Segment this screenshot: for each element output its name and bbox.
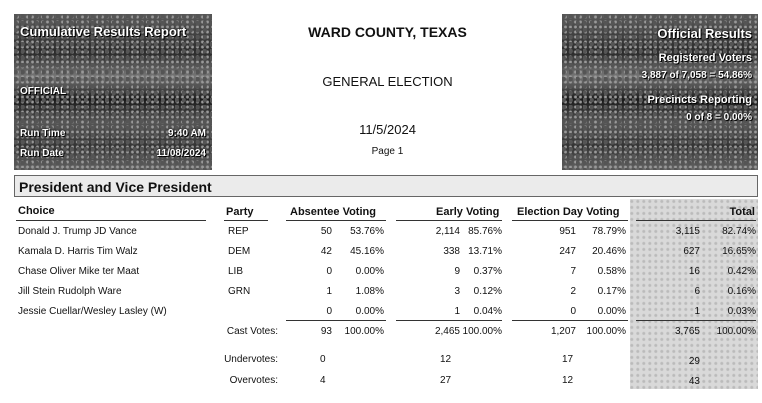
election-date: 11/5/2024 (359, 122, 416, 137)
under-abs: 0 (320, 354, 326, 365)
row-1-total: 627 (683, 246, 700, 257)
row-3-abs-pct: 1.08% (355, 286, 384, 297)
row-0-abs-pct: 53.76% (350, 226, 384, 237)
over-abs: 4 (320, 375, 326, 386)
report-title-box (14, 14, 212, 170)
row-0-eday-pct: 78.79% (592, 226, 626, 237)
election-day-underline (512, 220, 628, 221)
row-3-eday: 2 (570, 286, 576, 297)
total-underline (636, 220, 756, 221)
precincts-reporting-label: Precincts Reporting (647, 94, 752, 106)
row-2-early: 9 (454, 266, 460, 277)
over-total: 43 (688, 376, 700, 387)
row-0-choice: Donald J. Trump JD Vance (18, 226, 137, 237)
page-number: Page 1 (371, 146, 404, 157)
run-date-value: 11/08/2024 (156, 148, 206, 159)
row-0-eday: 951 (559, 226, 576, 237)
row-0-total-pct: 82.74% (722, 226, 756, 237)
row-3-total: 6 (694, 286, 700, 297)
cast-total: 3,765 (674, 326, 700, 337)
row-1-abs-pct: 45.16% (350, 246, 384, 257)
row-3-abs: 1 (326, 286, 332, 297)
undervotes-label: Undervotes: (224, 354, 278, 365)
row-2-eday-pct: 0.58% (597, 266, 626, 277)
early-underline (396, 220, 502, 221)
row-1-eday: 247 (559, 246, 576, 257)
official-results-box (562, 14, 758, 170)
row-4-choice: Jessie Cuellar/Wesley Lasley (W) (18, 306, 167, 317)
row-0-abs: 50 (320, 226, 332, 237)
cast-votes-label: Cast Votes: (226, 326, 278, 337)
cast-early: 2,465 (434, 326, 460, 337)
cast-abs-pct: 100.00% (344, 326, 384, 337)
row-2-choice: Chase Oliver Mike ter Maat (18, 266, 140, 277)
under-total: 29 (688, 356, 700, 367)
row-2-party: LIB (228, 266, 244, 277)
row-1-total-pct: 16.65% (722, 246, 756, 257)
row-1-choice: Kamala D. Harris Tim Walz (18, 246, 138, 257)
cast-eday-pct: 100.00% (586, 326, 626, 337)
run-time-row (20, 128, 206, 139)
row-0-total: 3,115 (675, 226, 700, 237)
row-3-early-pct: 0.12% (473, 286, 502, 297)
row-1-early: 338 (443, 246, 460, 257)
row-4-eday: 0 (570, 306, 576, 317)
row-2-abs-pct: 0.00% (355, 266, 384, 277)
row-4-eday-pct: 0.00% (597, 306, 626, 317)
under-eday: 17 (562, 354, 574, 365)
row-0-party: REP (228, 226, 249, 237)
row-3-total-pct: 0.16% (727, 286, 756, 297)
run-time-value: 9:40 AM (168, 128, 206, 139)
report-title: Cumulative Results Report (20, 24, 187, 39)
row-4-total: 1 (694, 306, 700, 317)
over-eday: 12 (562, 375, 574, 386)
row-2-total-pct: 0.42% (727, 266, 756, 277)
col-election-day: Election Day Voting (517, 206, 620, 218)
row-1-abs: 42 (320, 246, 332, 257)
election-title: GENERAL ELECTION (322, 74, 453, 89)
col-absentee: Absentee Voting (290, 206, 376, 218)
row-3-choice: Jill Stein Rudolph Ware (18, 286, 122, 297)
row-1-early-pct: 13.71% (468, 246, 502, 257)
row-3-eday-pct: 0.17% (597, 286, 626, 297)
under-early: 12 (440, 354, 452, 365)
col-party: Party (226, 206, 254, 218)
run-time-label: Run Time (20, 128, 66, 139)
race-title: President and Vice President (14, 175, 758, 197)
absentee-sum-line (286, 320, 386, 321)
early-sum-line (396, 320, 502, 321)
row-3-party: GRN (228, 286, 251, 297)
registered-voters-label: Registered Voters (658, 52, 752, 64)
cast-early-pct: 100.00% (462, 326, 502, 337)
overvotes-label: Overvotes: (229, 375, 278, 386)
row-4-early-pct: 0.04% (473, 306, 502, 317)
choice-underline (16, 220, 206, 221)
official-results-title: Official Results (657, 26, 752, 41)
cast-eday: 1,207 (550, 326, 576, 337)
absentee-underline (286, 220, 386, 221)
official-label: OFFICIAL (20, 86, 67, 97)
row-2-early-pct: 0.37% (473, 266, 502, 277)
row-2-total: 16 (688, 266, 700, 277)
col-choice: Choice (18, 205, 55, 217)
row-0-early-pct: 85.76% (468, 226, 502, 237)
row-1-party: DEM (228, 246, 251, 257)
row-2-abs: 0 (326, 266, 332, 277)
registered-voters-value: 3,887 of 7,058 = 54.86% (641, 70, 752, 81)
row-1-eday-pct: 20.46% (592, 246, 626, 257)
cast-abs: 93 (320, 326, 332, 337)
row-2-eday: 7 (570, 266, 576, 277)
over-early: 27 (440, 375, 452, 386)
row-0-early: 2,114 (435, 226, 460, 237)
col-early: Early Voting (436, 206, 500, 218)
cast-total-pct: 100.00% (716, 326, 756, 337)
county-title: WARD COUNTY, TEXAS (308, 24, 467, 40)
party-underline (224, 220, 268, 221)
row-4-abs-pct: 0.00% (355, 306, 384, 317)
total-sum-line (636, 320, 756, 321)
row-3-early: 3 (454, 286, 460, 297)
election-day-sum-line (512, 320, 628, 321)
row-4-abs: 0 (326, 306, 332, 317)
row-4-total-pct: 0.03% (727, 306, 756, 317)
precincts-reporting-value: 0 of 8 = 0.00% (686, 112, 752, 123)
col-total: Total (729, 206, 755, 218)
run-date-label: Run Date (20, 148, 64, 159)
row-4-early: 1 (454, 306, 460, 317)
run-date-row (20, 148, 206, 159)
